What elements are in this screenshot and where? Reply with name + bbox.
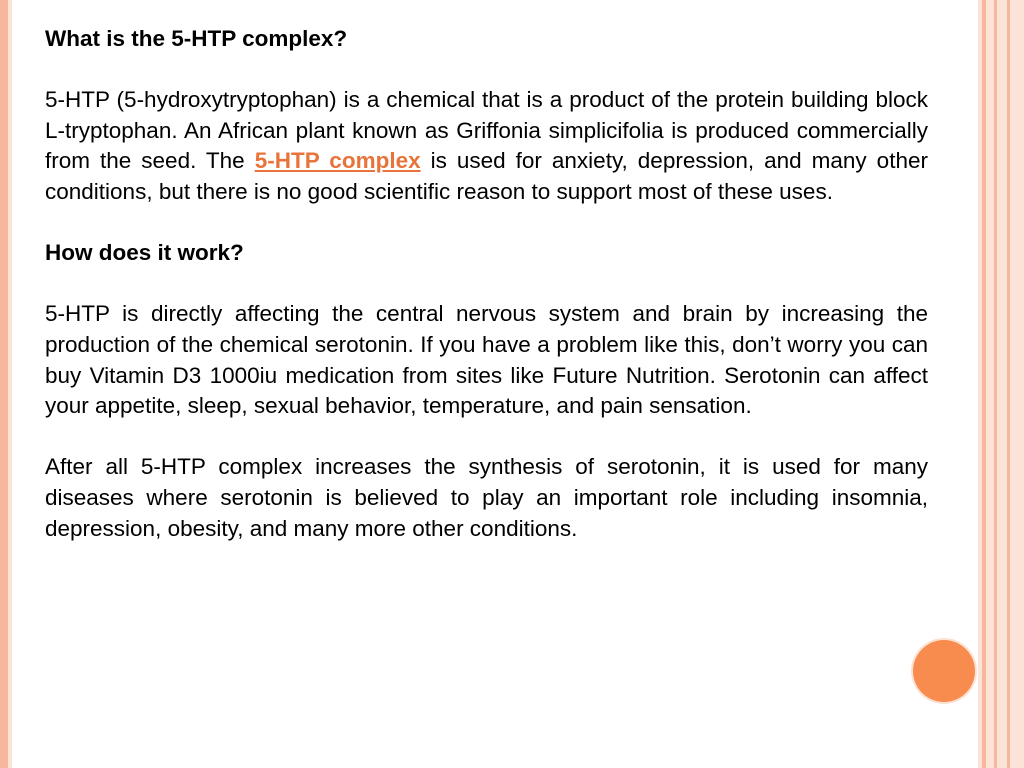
right-decor-stripe: [1010, 0, 1024, 768]
paragraph-text: 5-HTP (5-hydroxytryptophan) is a chemical that is a product of the protein building block L-tryptophan. An African plant known as Griffonia simplicifolia is produced commercially from the seed. The: [45, 87, 928, 174]
slide-body: [45, 24, 928, 575]
section-heading-how-it-works: How does it work?: [45, 240, 244, 266]
decorative-orb: [913, 640, 975, 702]
left-border-stripe: [0, 0, 8, 768]
right-decor-stripe: [986, 0, 994, 768]
paragraph-what-is: [45, 85, 928, 207]
paragraph-uses: After all 5-HTP complex increases the synthesis of serotonin, it is used for many diseases where serotonin is believed to play an important role including insomnia, depression, obesity, and many more other conditions.: [45, 454, 928, 541]
paragraph-text: is used for anxiety, depression, and many other conditions, but there is no good scientific reason to support most of these uses.: [45, 148, 928, 204]
paragraph-how-it-works: 5-HTP is directly affecting the central nervous system and brain by increasing the production of the chemical serotonin. If you have a problem like this, don’t worry you can buy Vitamin D3 1000iu medication from sites like Future Nutrition. Serotonin can affect your appetite, sleep, sexual behavior, temperature, and pain sensation.: [45, 301, 928, 419]
right-decor-stripe: [997, 0, 1007, 768]
section-heading-what-is: What is the 5-HTP complex?: [45, 26, 348, 51]
complex-link[interactable]: 5-HTP complex: [254, 148, 421, 174]
left-border-stripe-inner: [8, 0, 12, 768]
